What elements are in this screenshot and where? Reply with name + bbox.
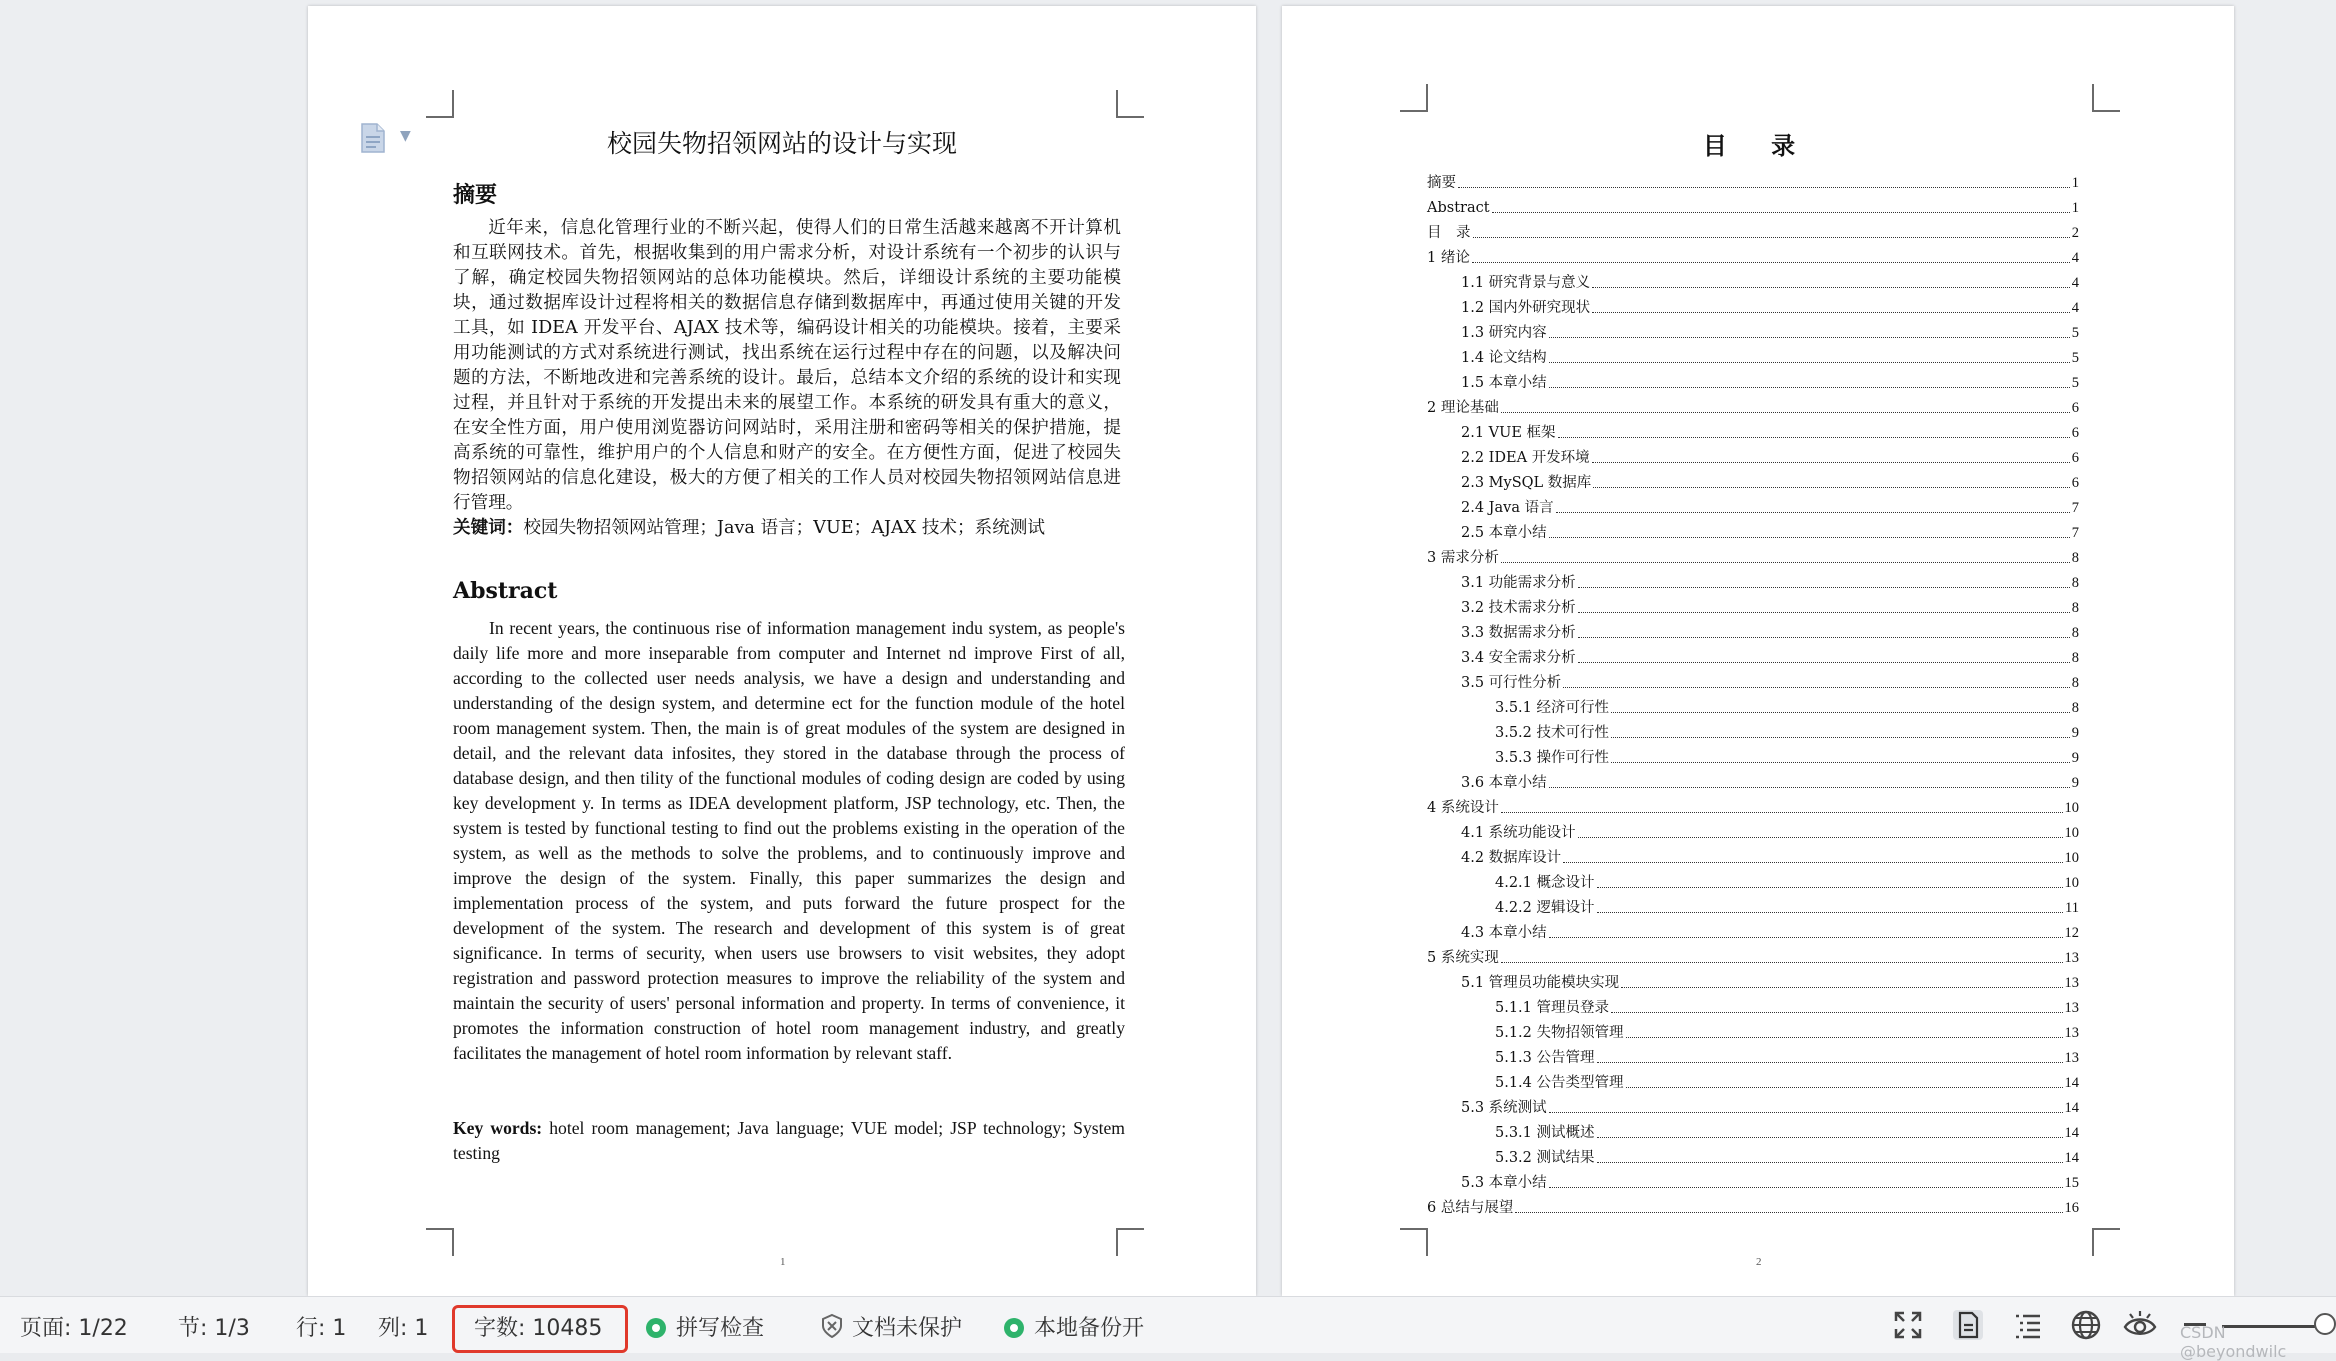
toc-dot-leader [1578, 587, 2070, 588]
toc-entry-page: 1 [2071, 175, 2079, 191]
toc-entry[interactable] [1427, 643, 2079, 668]
toc-entry[interactable] [1427, 493, 2079, 518]
doc-protect-button[interactable] [820, 1311, 962, 1342]
toc-entry-title: 1.5 本章小结 [1461, 375, 1547, 391]
toc-entry-title: 3.1 功能需求分析 [1461, 575, 1576, 591]
toc-entry[interactable] [1427, 193, 2079, 218]
toc-entry[interactable] [1427, 718, 2079, 743]
toc-entry-page: 9 [2071, 725, 2079, 741]
toc-dot-leader [1626, 1037, 2063, 1038]
toc-entry[interactable] [1427, 218, 2079, 243]
toc-entry[interactable] [1427, 793, 2079, 818]
toc-entry-page: 8 [2071, 575, 2079, 591]
keywords-cn [453, 515, 1121, 541]
toc-entry-page: 13 [2064, 950, 2079, 966]
toc-dot-leader [1549, 1187, 2063, 1188]
toc-dot-leader [1501, 412, 2070, 413]
toc-entry-title: 3.5 可行性分析 [1461, 675, 1562, 691]
toc-entry[interactable] [1427, 868, 2079, 893]
toc-entry-title: 5.1.3 公告管理 [1495, 1050, 1595, 1066]
outline-view-icon[interactable] [2010, 1307, 2046, 1343]
column-indicator: 列: 1 [378, 1316, 429, 1341]
chevron-down-icon[interactable]: ▼ [400, 128, 411, 144]
toc-dot-leader [1592, 287, 2070, 288]
toc-entry-title: 5.3 本章小结 [1461, 1175, 1547, 1191]
toc-dot-leader [1458, 187, 2070, 188]
toc-entry-page: 5 [2071, 350, 2079, 366]
toc-dot-leader [1558, 437, 2070, 438]
toc-dot-leader [1592, 312, 2070, 313]
page-number: 1 [780, 1256, 786, 1268]
toc-entry-title: 1.1 研究背景与意义 [1461, 275, 1591, 291]
keywords-en-text: hotel room management; Java language; VUE model; JSP technology; System testing [453, 1118, 1125, 1163]
toc-entry-title: 4.2 数据库设计 [1461, 850, 1562, 866]
toc-entry-title: 4.3 本章小结 [1461, 925, 1547, 941]
toc-entry-title: 2.4 Java 语言 [1461, 500, 1554, 516]
toc-entry[interactable] [1427, 1193, 2079, 1218]
document-page-1[interactable] [308, 6, 1256, 1296]
toc-entry[interactable] [1427, 318, 2079, 343]
toc-dot-leader [1597, 1062, 2063, 1063]
toc-entry-title: 3.2 技术需求分析 [1461, 600, 1576, 616]
toc-entry-title: 3.3 数据需求分析 [1461, 625, 1576, 641]
toc-entry-page: 4 [2071, 250, 2079, 266]
toc-dot-leader [1549, 537, 2070, 538]
web-view-icon[interactable] [2068, 1307, 2104, 1343]
local-backup-label: 本地备份开 [1034, 1316, 1145, 1341]
toc-entry-page: 6 [2071, 475, 2079, 491]
toc-entry[interactable] [1427, 468, 2079, 493]
toc-entry[interactable] [1427, 1018, 2079, 1043]
toc-dot-leader [1501, 962, 2063, 963]
toc-entry-page: 1 [2071, 200, 2079, 216]
toc-dot-leader [1578, 637, 2070, 638]
toc-entry[interactable] [1427, 893, 2079, 918]
toc-entry-page: 7 [2071, 500, 2079, 516]
document-page-2[interactable] [1282, 6, 2234, 1296]
toc-dot-leader [1611, 1012, 2062, 1013]
toc-entry-title: 6 总结与展望 [1427, 1200, 1514, 1216]
document-title: 校园失物招领网站的设计与实现 [606, 129, 957, 158]
toc-entry[interactable] [1427, 843, 2079, 868]
toc-dot-leader [1549, 937, 2063, 938]
status-dot-icon [1004, 1318, 1024, 1338]
toc-entry-title: 2.5 本章小结 [1461, 525, 1547, 541]
toc-entry-page: 5 [2071, 375, 2079, 391]
toc-entry-page: 13 [2064, 1025, 2079, 1041]
toc-entry-page: 11 [2065, 900, 2079, 916]
word-count[interactable]: 字数: 10485 [474, 1316, 603, 1341]
toc-entry-title: 1 绪论 [1427, 250, 1470, 266]
spellcheck-label: 拼写检查 [676, 1316, 765, 1341]
toc-entry[interactable] [1427, 768, 2079, 793]
toc-entry-page: 14 [2064, 1125, 2079, 1141]
margin-corner-mark [2092, 84, 2120, 112]
toc-entry-page: 12 [2064, 925, 2079, 941]
toc-entry-page: 4 [2071, 275, 2079, 291]
toc-dot-leader [1592, 462, 2070, 463]
toc-entry-page: 13 [2064, 975, 2079, 991]
page-view-icon[interactable] [1950, 1307, 1986, 1343]
toc-entry-title: 5 系统实现 [1427, 950, 1499, 966]
toc-dot-leader [1597, 1162, 2063, 1163]
toc-dot-leader [1501, 562, 2070, 563]
toc-entry[interactable] [1427, 568, 2079, 593]
toc-dot-leader [1563, 687, 2070, 688]
toc-entry[interactable] [1427, 393, 2079, 418]
toc-entry-title: 3.5.3 操作可行性 [1495, 750, 1610, 766]
toc-entry-title: 5.1.1 管理员登录 [1495, 1000, 1610, 1016]
section-indicator[interactable]: 节: 1/3 [178, 1316, 250, 1341]
abstract-cn-paragraph: 近年来，信息化管理行业的不断兴起，使得人们的日常生活越来越离不开计算机和互联网技术。首先，根据收集到的用户需求分析，对设计系统有一个初步的认识与了解，确定校园失物招领网站的总体功能模块。然后，详细设计系统的主要功能模块，通过数据库设计过程将相关的数据信息存储到数据库中，再通过使用关键的开发工具，如 IDEA 开发平台、AJAX 技术等，编码设计相关的功能模块。接着，主要采用功能测试的方式对系统进行测试，找出系统在运行过程中存在的问题，以及解决问题的方法，不断地改进和完善系统的设计。最后，总结本文介绍的系统的设计和实现过程，并且针对于系统的开发提出未来的展望工作。本系统的研发具有重大的意义，在安全性方面，用户使用浏览器访问网站时，采用注册和密码等相关的保护措施，提高系统的可靠性，维护用户的个人信息和财产的安全。在方便性方面，促进了校园失物招领网站的信息化建设，极大的方便了相关的工作人员对校园失物招领网站信息进行管理。 [453, 218, 1121, 513]
toc-entry[interactable] [1427, 343, 2079, 368]
fullscreen-icon[interactable] [1890, 1307, 1926, 1343]
row-indicator: 行: 1 [296, 1316, 347, 1341]
toc-entry[interactable] [1427, 668, 2079, 693]
toc-entry-page: 13 [2064, 1000, 2079, 1016]
spellcheck-button[interactable] [646, 1311, 764, 1342]
margin-corner-mark [1400, 84, 1428, 112]
toc-dot-leader [1563, 862, 2062, 863]
local-backup-button[interactable] [1004, 1311, 1144, 1342]
toc-entry-page: 8 [2071, 625, 2079, 641]
toc-entry-page: 9 [2071, 775, 2079, 791]
toc-entry-page: 2 [2071, 225, 2079, 241]
toc-entry-title: 3.6 本章小结 [1461, 775, 1547, 791]
toc-entry-title: 3 需求分析 [1427, 550, 1499, 566]
toc-entry[interactable] [1427, 593, 2079, 618]
toc-entry-title: 2 理论基础 [1427, 400, 1499, 416]
toc-entry-title: 2.2 IDEA 开发环境 [1461, 450, 1590, 466]
toc-entry[interactable] [1427, 618, 2079, 643]
toc-entry-page: 4 [2071, 300, 2079, 316]
toc-entry[interactable] [1427, 743, 2079, 768]
toc-entry[interactable] [1427, 543, 2079, 568]
toc-entry[interactable] [1427, 1043, 2079, 1068]
toc-dot-leader [1578, 837, 2063, 838]
toc-entry[interactable] [1427, 443, 2079, 468]
toc-entry-page: 8 [2071, 550, 2079, 566]
toc-entry-title: 4 系统设计 [1427, 800, 1499, 816]
margin-corner-mark [2092, 1228, 2120, 1256]
toc-entry-title: 5.1 管理员功能模块实现 [1461, 975, 1620, 991]
toc-dot-leader [1597, 1137, 2063, 1138]
toc-entry-page: 7 [2071, 525, 2079, 541]
margin-corner-mark [426, 1228, 454, 1256]
toc-dot-leader [1549, 787, 2070, 788]
toc-dot-leader [1578, 662, 2070, 663]
toc-dot-leader [1597, 912, 2064, 913]
toc-entry-title: 2.3 MySQL 数据库 [1461, 475, 1592, 491]
toc-entry-page: 8 [2071, 700, 2079, 716]
toc-entry-title: 4.2.1 概念设计 [1495, 875, 1595, 891]
table-of-contents [1427, 168, 2079, 1218]
toc-dot-leader [1611, 712, 2070, 713]
toc-entry-title: 3.4 安全需求分析 [1461, 650, 1576, 666]
eye-protect-icon[interactable] [2122, 1307, 2158, 1343]
toc-entry-title: 4.1 系统功能设计 [1461, 825, 1576, 841]
toc-dot-leader [1549, 387, 2070, 388]
page-number: 2 [1756, 1256, 1762, 1268]
toc-entry[interactable] [1427, 993, 2079, 1018]
toc-entry-page: 8 [2071, 650, 2079, 666]
toc-entry-page: 6 [2071, 450, 2079, 466]
toc-entry[interactable] [1427, 1168, 2079, 1193]
toc-entry-page: 9 [2071, 750, 2079, 766]
toc-entry-title: 5.3 系统测试 [1461, 1100, 1547, 1116]
toc-entry[interactable] [1427, 1068, 2079, 1093]
toc-entry[interactable] [1427, 918, 2079, 943]
keywords-en-label: Key words: [453, 1118, 543, 1138]
toc-dot-leader [1611, 737, 2070, 738]
shield-x-icon [820, 1313, 844, 1339]
toc-entry[interactable] [1427, 1118, 2079, 1143]
abstract-cn-heading: 摘要 [453, 182, 498, 208]
toc-entry-title: 5.3.2 测试结果 [1495, 1150, 1595, 1166]
toc-dot-leader [1515, 1212, 2062, 1213]
toc-title: 目 录 [1702, 131, 1814, 160]
toc-entry-page: 10 [2064, 850, 2079, 866]
toc-dot-leader [1492, 212, 2070, 213]
toc-entry[interactable] [1427, 518, 2079, 543]
toc-entry-page: 10 [2064, 800, 2079, 816]
toc-dot-leader [1611, 762, 2070, 763]
toc-entry-title: 5.1.4 公告类型管理 [1495, 1075, 1624, 1091]
toc-entry-title: 3.5.1 经济可行性 [1495, 700, 1610, 716]
toc-entry-page: 6 [2071, 400, 2079, 416]
toc-entry-title: Abstract [1427, 200, 1490, 216]
toc-dot-leader [1472, 262, 2070, 263]
toc-entry[interactable] [1427, 943, 2079, 968]
margin-corner-mark [1116, 90, 1144, 118]
toc-entry-title: 1.3 研究内容 [1461, 325, 1547, 341]
toc-entry[interactable] [1427, 1093, 2079, 1118]
toc-entry[interactable] [1427, 368, 2079, 393]
toc-entry[interactable] [1427, 968, 2079, 993]
toc-dot-leader [1556, 512, 2070, 513]
toc-entry-title: 2.1 VUE 框架 [1461, 425, 1556, 441]
toc-entry-page: 13 [2064, 1050, 2079, 1066]
toc-dot-leader [1593, 487, 2069, 488]
toc-entry-page: 8 [2071, 600, 2079, 616]
page-indicator[interactable]: 页面: 1/22 [20, 1316, 128, 1341]
toc-entry-page: 14 [2064, 1100, 2079, 1116]
toc-entry[interactable] [1427, 243, 2079, 268]
toc-entry[interactable] [1427, 1143, 2079, 1168]
abstract-en-paragraph: In recent years, the continuous rise of information management indu system, as people's daily life more and more inseparable from computer and Internet nd improve First of all, according to the collected user needs analysis, we have a design and understanding and understanding of the design system, and determine ect for the function module of the hotel room management system. Then, the main is of great modules of the system are designed in detail, and the relevant data infosites, they stored in the database through the process of database design, and then tility of the functional modules of coding design are coded by using key development y. In terms as IDEA development platform, JSP technology, etc. Then, the system is tested by functional testing to find out the problems existing in the operation of the system, as well as the methods to solve the problems, and to continuously improve and improve the design of the system. Finally, this paper summarizes the design and implementation process of the system, and puts forward the future prospect for the development of the system. The research and development of this system is of great significance. In terms of security, when users use browsers to visit websites, they adopt registration and password protection measures to improve the reliability of the system and maintain the security of users' personal information and property. In terms of convenience, it promotes the information construction of hotel room management industry, and greatly facilitates the management of hotel room information by relevant staff. [453, 618, 1125, 1063]
toc-entry[interactable] [1427, 293, 2079, 318]
toc-entry[interactable] [1427, 268, 2079, 293]
keywords-en [453, 1116, 1125, 1166]
toc-entry[interactable] [1427, 418, 2079, 443]
toc-entry[interactable] [1427, 168, 2079, 193]
toc-dot-leader [1597, 887, 2063, 888]
toc-entry-page: 5 [2071, 325, 2079, 341]
toc-dot-leader [1578, 612, 2070, 613]
word-count-highlight [452, 1305, 628, 1353]
toc-entry-title: 4.2.2 逻辑设计 [1495, 900, 1595, 916]
toc-entry-title: 目 录 [1427, 225, 1471, 241]
toc-entry-page: 10 [2064, 825, 2079, 841]
margin-corner-mark [1116, 1228, 1144, 1256]
toc-dot-leader [1549, 362, 2070, 363]
toc-entry-title: 摘要 [1427, 175, 1456, 191]
toc-entry-page: 10 [2064, 875, 2079, 891]
toc-entry-page: 8 [2071, 675, 2079, 691]
toc-entry-page: 15 [2064, 1175, 2079, 1191]
toc-entry[interactable] [1427, 693, 2079, 718]
watermark: CSDN @beyondwilc [2180, 1323, 2287, 1361]
toc-entry-page: 14 [2064, 1150, 2079, 1166]
toc-entry-title: 5.1.2 失物招领管理 [1495, 1025, 1624, 1041]
status-bar [0, 1296, 2336, 1361]
toc-entry-title: 1.2 国内外研究现状 [1461, 300, 1591, 316]
keywords-cn-text: 校园失物招领网站管理；Java 语言；VUE；AJAX 技术；系统测试 [523, 518, 1045, 538]
toc-dot-leader [1621, 987, 2062, 988]
toc-dot-leader [1473, 237, 2070, 238]
margin-corner-mark [1400, 1228, 1428, 1256]
keywords-cn-label: 关键词： [453, 517, 524, 538]
toc-entry-page: 14 [2064, 1075, 2079, 1091]
toc-entry[interactable] [1427, 818, 2079, 843]
toc-entry-title: 3.5.2 技术可行性 [1495, 725, 1610, 741]
margin-corner-mark [426, 90, 454, 118]
doc-protect-label: 文档未保护 [852, 1316, 963, 1341]
toc-dot-leader [1549, 1112, 2063, 1113]
toc-dot-leader [1501, 812, 2063, 813]
toc-entry-page: 6 [2071, 425, 2079, 441]
toc-entry-title: 5.3.1 测试概述 [1495, 1125, 1595, 1141]
toc-dot-leader [1626, 1087, 2063, 1088]
toc-entry-title: 1.4 论文结构 [1461, 350, 1547, 366]
abstract-en-heading: Abstract [453, 578, 558, 604]
toc-entry-page: 16 [2064, 1200, 2079, 1216]
toc-dot-leader [1549, 337, 2070, 338]
status-dot-icon [646, 1318, 666, 1338]
